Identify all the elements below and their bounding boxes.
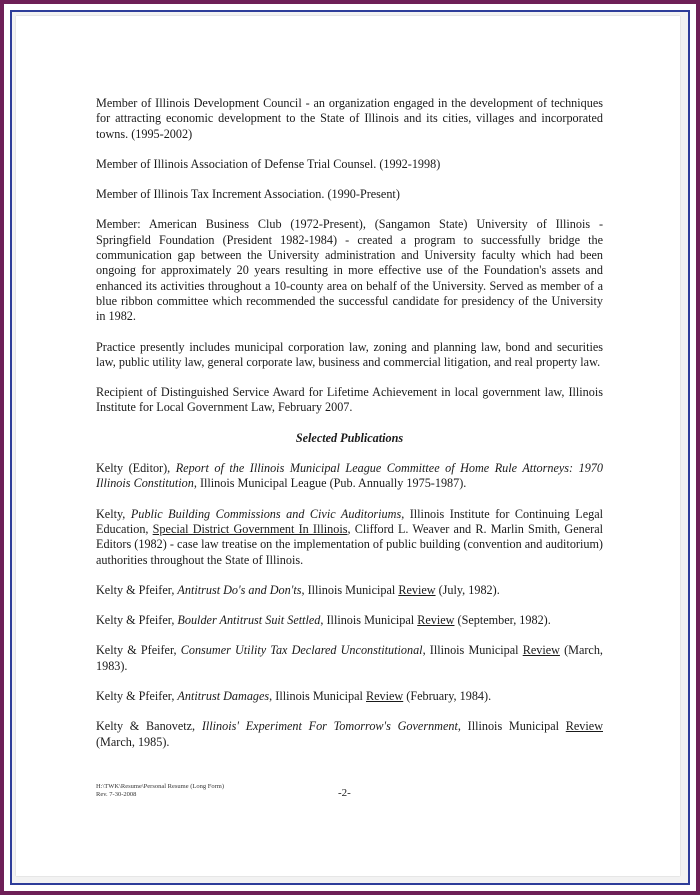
pub-details: , Illinois Municipal <box>269 689 366 704</box>
pub-date: (February, 1984). <box>403 689 492 704</box>
publication-item-6 <box>96 689 603 704</box>
pub-details-continued: , Clifford L. Weaver and R. Marlin Smith, General Editors (1982) - case law treatise on the implementation of public building (convention and auditorium) authorities throughout the State of Illinois. <box>96 521 603 567</box>
paragraph-american-business-club: Member: American Business Club (1972-Present), (Sangamon State) University of Illinois - Springfield Foundation (President 1982-1984) - created a program to successfully bridge the communication gap between the University administration and University faculty which had been ongoing for approximately 20 years resulting in more effective use of the Foundation's assets and enhanced its activities throughout a 10-county area on behalf of the University. Served as member of a blue ribbon committee which recommended the successful candidate for presidency of the University in 1982. <box>96 217 603 324</box>
pub-details: , Illinois Municipal <box>301 582 399 597</box>
section-heading-publications: Selected Publications <box>295 430 404 445</box>
document-body <box>96 96 603 765</box>
pub-date: (March, 1985). <box>96 734 170 749</box>
pub-authors: Kelty, <box>96 506 131 521</box>
pub-journal: Review <box>398 582 436 597</box>
pub-date: (September, 1982). <box>454 613 551 628</box>
publication-item-1 <box>96 461 603 492</box>
pub-authors: Kelty & Banovetz, <box>96 719 202 734</box>
page-number: -2- <box>338 787 351 799</box>
pub-title: Consumer Utility Tax Declared Unconstitutional <box>180 643 423 658</box>
paragraph-defense-trial-counsel: Member of Illinois Association of Defense Trial Counsel. (1992-1998) <box>96 156 441 171</box>
pub-date: (March, 1983). <box>96 643 603 673</box>
paragraph-award: Recipient of Distinguished Service Award for Lifetime Achievement in local government law, Illinois Institute for Local Government Law, February 2007. <box>96 385 603 415</box>
publication-item-3 <box>96 583 603 598</box>
pub-journal: Review <box>522 643 560 658</box>
pub-title: Antitrust Damages <box>177 689 270 704</box>
pub-journal: Review <box>417 613 455 628</box>
publication-item-7 <box>96 719 603 750</box>
pub-authors: Kelty & Pfeifer, <box>96 613 178 628</box>
pub-authors: Kelty & Pfeifer, <box>96 689 178 704</box>
publication-item-5 <box>96 643 603 674</box>
pub-title: Public Building Commissions and Civic Auditoriums <box>130 506 402 521</box>
document-page <box>16 16 680 876</box>
pub-authors: Kelty (Editor), <box>96 461 176 476</box>
paragraph-development-council: Member of Illinois Development Council - an organization engaged in the development of techniques for attracting economic development to the State of Illinois and its cities, villages and incorporated towns. (1995-2002) <box>96 96 603 141</box>
pub-details: , Illinois Municipal <box>422 643 523 658</box>
paragraph-practice: Practice presently includes municipal corporation law, zoning and planning law, bond and securities law, public utility law, general corporate law, business and commercial litigation, and real property law. <box>96 339 603 369</box>
pub-details: , Illinois Municipal League (Pub. Annually 1975-1987). <box>193 476 467 491</box>
pub-title: Antitrust Do's and Don'ts <box>177 582 302 597</box>
pub-details: , Illinois Municipal <box>457 719 566 734</box>
pub-title: Illinois' Experiment For Tomorrow's Government <box>201 719 458 734</box>
footer-revision: Rev. 7-30-2008 <box>96 791 137 798</box>
pub-title: Report of the Illinois Municipal League Committee of Home Rule Attorneys: 1970 Illinois Constitution <box>96 461 603 491</box>
pub-title: Boulder Antitrust Suit Settled <box>177 613 321 628</box>
pub-details: , Illinois Municipal <box>320 613 418 628</box>
footer-file-path: H:\TWK\Resume\Personal Resume (Long Form) <box>96 783 224 790</box>
pub-details: , Illinois Institute for Continuing Legal Education, <box>96 506 603 536</box>
pub-journal: Review <box>565 719 603 734</box>
pub-date: (July, 1982). <box>435 582 500 597</box>
pub-authors: Kelty & Pfeifer, <box>96 582 178 597</box>
pub-authors: Kelty & Pfeifer, <box>96 643 181 658</box>
publication-item-2 <box>96 507 603 568</box>
pub-journal: Review <box>366 689 404 704</box>
pub-book-title: Special District Government In Illinois <box>152 521 348 536</box>
publication-item-4 <box>96 613 603 628</box>
paragraph-tax-increment: Member of Illinois Tax Increment Association. (1990-Present) <box>96 187 400 202</box>
